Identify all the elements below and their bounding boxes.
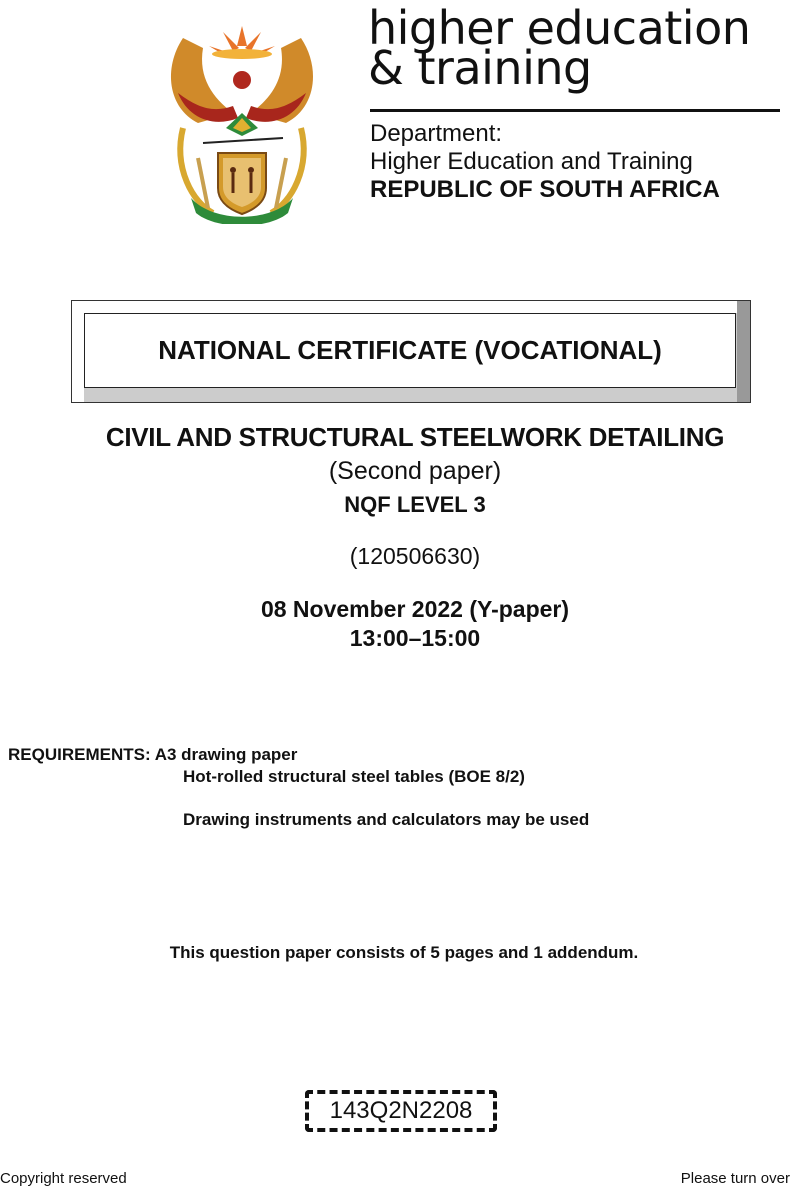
requirements-heading: REQUIREMENTS: (8, 745, 151, 764)
brand-divider (370, 109, 780, 112)
footer-copyright: Copyright reserved (0, 1170, 127, 1187)
department-name: Higher Education and Training (370, 148, 693, 175)
brand-line-2: & training (368, 41, 592, 95)
subject-title: CIVIL AND STRUCTURAL STEELWORK DETAILING (105, 422, 725, 452)
brand-title (368, 1, 751, 95)
exam-time: 13:00–15:00 (349, 625, 481, 651)
coat-of-arms-icon (163, 18, 321, 224)
bevel-top (72, 301, 750, 313)
department-block (370, 120, 720, 204)
page-count-note: This question paper consists of 5 pages and 1 addendum. (169, 943, 639, 962)
paper-number: (Second paper) (328, 457, 502, 485)
banner-inner (84, 313, 736, 388)
requirement-item: A3 drawing paper (154, 745, 298, 764)
requirement-item: Hot-rolled structural steel tables (BOE 8/2) (183, 767, 525, 786)
exam-date: 08 November 2022 (Y-paper) (260, 596, 570, 622)
country-name: REPUBLIC OF SOUTH AFRICA (370, 176, 720, 203)
certificate-banner (71, 300, 751, 403)
subject-code: (120506630) (349, 543, 481, 569)
department-label: Department: (370, 120, 503, 147)
brand-line-1: higher education (368, 1, 751, 55)
paper-code: 143Q2N2208 (329, 1097, 473, 1124)
bevel-left (72, 301, 84, 402)
paper-code-box (305, 1090, 497, 1132)
requirements-note: Drawing instruments and calculators may be used (183, 810, 590, 829)
bevel-right (737, 301, 750, 402)
requirements-label (8, 742, 297, 767)
footer-turn-over: Please turn over (680, 1170, 790, 1187)
certificate-title: NATIONAL CERTIFICATE (VOCATIONAL) (158, 335, 662, 365)
nqf-level: NQF LEVEL 3 (344, 492, 486, 517)
